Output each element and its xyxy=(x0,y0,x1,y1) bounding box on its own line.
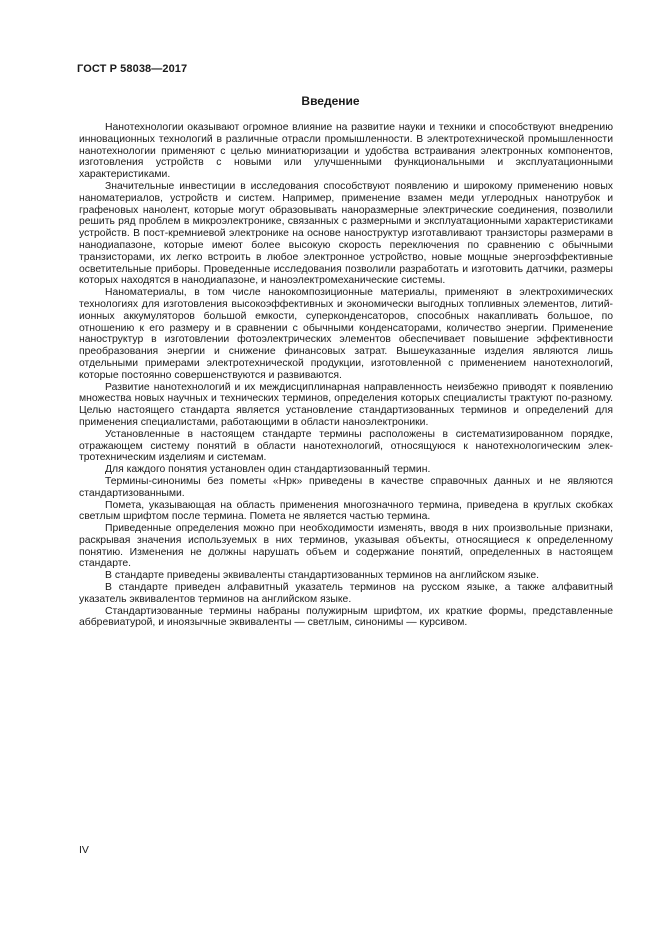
paragraph: Термины-синонимы без пометы «Нрк» приведены в качестве справочных данных и не являются стандартизованными. xyxy=(79,475,613,499)
paragraph: Стандартизованные термины набраны полужирным шрифтом, их краткие формы, представленные аббревиатурой, и иноязычные эквиваленты — светлым, синонимы — курсивом. xyxy=(79,605,613,629)
paragraph: Развитие нанотехнологий и их междисциплинарная направленность неизбежно приводят к появлению множества новых научных и технических терминов, определения которых специалисты трактуют по-разному. Целью настоящего стандарта является установление стандартизованных терминов и определений для применения специалистами, работающими в области наноэлектроники. xyxy=(79,381,613,428)
paragraph: Значительные инвестиции в исследования способствуют появлению и широкому применению новых наноматериалов, устройств и систем. Например, применение взамен меди углеродных нанотрубок и графеновых нанолент, которые могут образовывать наноразмерные электрические соединения, позволили решить ряд проблем в микроэлектронике, связанных с размерными и эксплуатационными характеристиками устройств. В пост-кремниевой электронике на основе наноструктур изготавливают транзисторы размерами в нанодиапазоне, которые имеют более высокую скорость переключения по сравнению с обычными транзисторами, их легко встроить в любое электронное устройство, новые мощные энергоэффективные осветительные приборы. Проведенные исследования позволили разработать и изготовить датчики, размеры которых находятся в нанодиапазоне, и наноэлектромеханические системы. xyxy=(79,180,613,287)
document-header: ГОСТ Р 58038—2017 xyxy=(77,63,188,75)
paragraph: Нанотехнологии оказывают огромное влияние на развитие науки и техники и способствуют внедрению инновационных технологий в различные отрасли промышленности. В электротехнической промышленности нанотехнологии применяют с целью миниатюризации и удобства встраивания электронных компонентов, изготовления устройств с новыми или улучшенными функциональными и эксплуатационными характеристиками. xyxy=(79,122,613,181)
paragraph: Установленные в настоящем стандарте термины расположены в систематизированном порядке, отражающем систему понятий в области нанотехнологий, относящуюся к нанотехнологическим электротехническим изделиям и системам. xyxy=(79,428,613,464)
section-title: Введение xyxy=(301,94,360,108)
body-text xyxy=(79,122,613,629)
paragraph: Для каждого понятия установлен один стандартизованный термин. xyxy=(105,464,431,476)
paragraph: В стандарте приведен алфавитный указатель терминов на русском языке, а также алфавитный указатель эквивалентов терминов на английском языке. xyxy=(79,582,613,605)
paragraph: Наноматериалы, в том числе нанокомпозиционные материалы, применяют в электрохимических технологиях для изготовления высокоэффективных и экономически выгодных топливных элементов, литий-ионных аккумуляторов большой емкости, суперконденсаторов, способных накапливать большое, по отношению к его размеру и в сравнении с обычными конденсаторами, количество энергии. Применение наноструктур в изготовлении фотоэлектрических элементов обеспечивает повышение эффективности преобразования энергии и снижение финансовых затрат. Вышеуказанные изделия являются лишь отдельными примерами электротехнической продукции, изготовленной с применением нанотехнологий, которые постоянно совершенствуются и развиваются. xyxy=(79,287,613,381)
page-number: IV xyxy=(79,844,89,856)
paragraph: В стандарте приведены эквиваленты стандартизованных терминов на английском языке. xyxy=(105,570,540,582)
paragraph: Помета, указывающая на область применения многозначного термина, приведена в круглых скобках светлым шрифтом после термина. Помета не является частью термина. xyxy=(79,499,613,523)
paragraph: Приведенные определения можно при необходимости изменять, вводя в них произвольные признаки, раскрывая значения используемых в них терминов, указывая объекты, относящиеся к определенному понятию. Изменения не должны нарушать объем и содержание понятий, определенных в настоящем стандарте. xyxy=(79,523,613,570)
